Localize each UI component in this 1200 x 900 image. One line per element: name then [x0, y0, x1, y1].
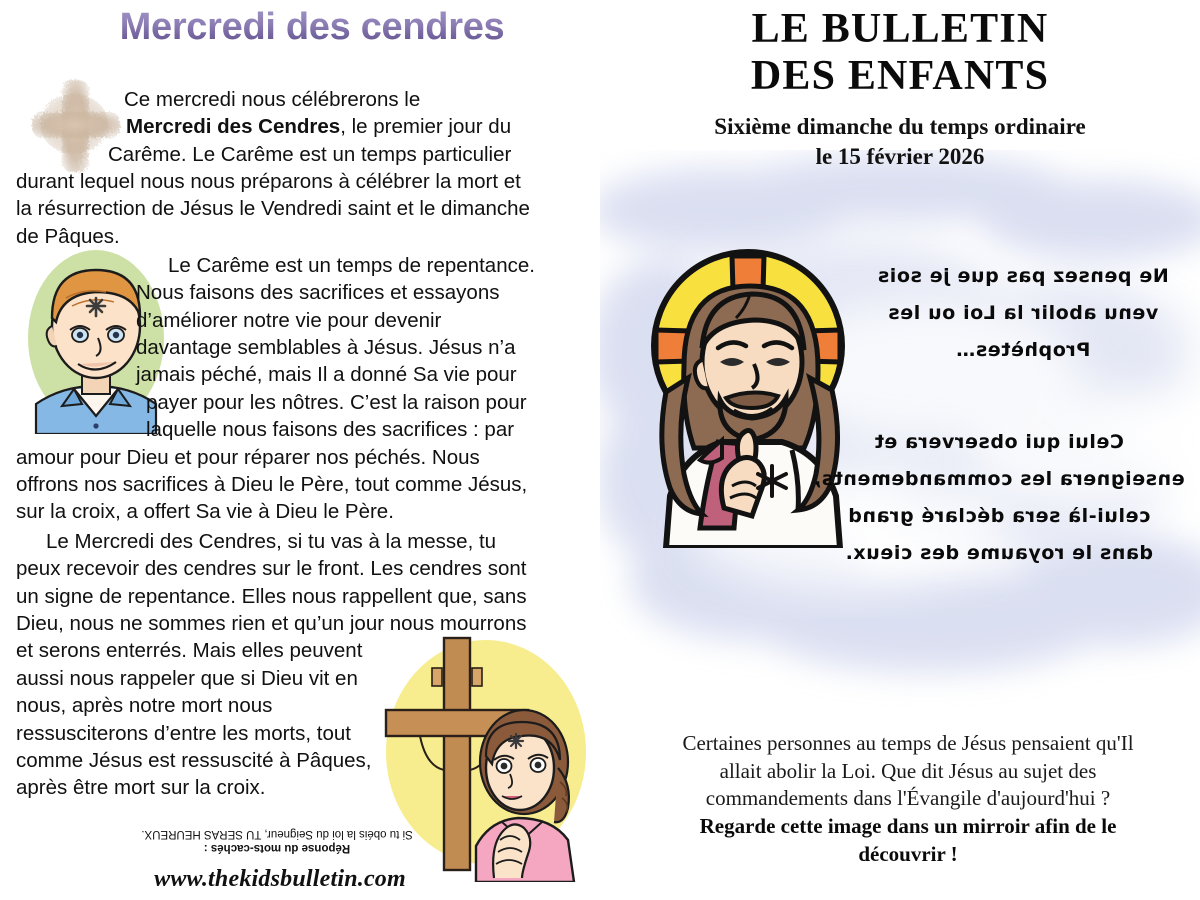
instruction-line: Regarde cette image dans un mirroir afin de le — [699, 814, 1117, 839]
answer-text: Si tu obéis la loi du Seigneur, TU SERAS HEUREUX. — [141, 827, 413, 840]
bulletin-subtitle — [630, 112, 1170, 172]
mirrored-line: dans le royaume des cieux. — [845, 542, 1154, 565]
mirrored-line: Celui qui observera et — [874, 431, 1124, 453]
paragraph-line: aussi nous rappeler que si Dieu vit en — [16, 666, 358, 690]
instruction-line: découvrir ! — [858, 841, 958, 866]
paragraph-lent-repentance — [16, 252, 586, 526]
paragraph-line: Le Carême est un temps de repentance. — [168, 254, 535, 277]
answer-label: Réponse du mots-cachés : — [203, 841, 351, 854]
paragraph-line: nous, après notre mort nous — [16, 694, 273, 718]
wordsearch-answer-block — [112, 826, 442, 855]
mirrored-line: enseignera les commandements, — [813, 468, 1185, 491]
bulletin-masthead — [630, 6, 1170, 101]
sunday-name: Sixième dimanche du temps ordinaire — [714, 114, 1086, 139]
question-line: Certaines personnes au temps de Jésus pensaient qu'Il — [682, 731, 1134, 755]
bulletin-title-line2: DES ENFANTS — [750, 53, 1050, 100]
bulletin-title-line1: LE BULLETIN — [751, 6, 1049, 52]
bulletin-date: le 15 février 2026 — [815, 143, 985, 169]
mirrored-line: venu abolir la Loi ou les — [887, 302, 1159, 325]
paragraph-line: laquelle nous faisons des sacrifices : par — [146, 418, 515, 442]
paragraph-line: Carême. Le Carême est un temps particulier — [108, 142, 512, 166]
mirrored-gospel-text-1 — [858, 258, 1188, 369]
right-column — [600, 0, 1200, 900]
bold-phrase: Mercredi des Cendres — [126, 115, 341, 139]
paragraph-line: jamais péché, mais Il a donné Sa vie pour — [136, 363, 517, 387]
paragraph-line: d’améliorer notre vie pour devenir — [136, 308, 442, 332]
paragraph-line: payer pour les nôtres. C’est la raison pour — [146, 390, 527, 414]
paragraph-line: la résurrection de Jésus le Vendredi saint et le dimanche — [16, 197, 530, 221]
paragraph-line: peux recevoir des cendres sur le front. Les cendres sont — [16, 557, 527, 581]
paragraph-line: davantage semblables à Jésus. Jésus n’a — [136, 336, 516, 360]
mirrored-line: Ne pensez pas que je sois — [877, 265, 1169, 287]
paragraph-line: Le Mercredi des Cendres, si tu vas à la messe, tu — [46, 530, 497, 553]
website-url[interactable]: www.thekidsbulletin.com — [154, 866, 406, 892]
paragraph-line: ressusciterons d’entre les morts, tout — [16, 721, 351, 745]
page-title: Mercredi des cendres — [82, 8, 542, 48]
paragraph-line: Nous faisons des sacrifices et essayons — [136, 281, 500, 305]
mirrored-line: celui-là sera déclaré grand — [847, 505, 1151, 528]
paragraph-line — [16, 113, 586, 140]
paragraph-line: comme Jésus est ressuscité à Pâques, — [16, 748, 372, 772]
paragraph-line-rest: , le premier jour du — [340, 115, 512, 139]
paragraph-line: et serons enterrés. Mais elles peuvent — [16, 639, 363, 663]
paragraph-ash-wednesday — [16, 86, 586, 250]
paragraph-line: amour pour Dieu et pour réparer nos péchés. Nous — [16, 445, 480, 469]
paragraph-line: de Pâques. — [16, 224, 120, 248]
question-line: commandements dans l'Évangile d'aujourd'hui ? — [705, 786, 1111, 811]
paragraph-line: Dieu, nous ne sommes rien et qu’un jour nous mourrons — [16, 612, 527, 636]
paragraph-line: Ce mercredi nous célébrerons le — [124, 88, 421, 111]
mirrored-line: Prophètes… — [955, 339, 1091, 362]
paragraph-line: durant lequel nous nous préparons à célébrer la mort et — [16, 170, 521, 194]
paragraph-line: offrons nos sacrifices à Dieu le Père, tout comme Jésus, — [16, 472, 528, 496]
question-line: allait abolir la Loi. Que dit Jésus au sujet des — [719, 758, 1097, 783]
mirrored-gospel-text-2 — [808, 424, 1190, 572]
paragraph-line: un signe de repentance. Elles nous rappellent que, sans — [16, 584, 527, 608]
activity-question-block — [658, 730, 1158, 869]
paragraph-line: sur la croix, a offert Sa vie à Dieu le Père. — [16, 500, 394, 524]
paragraph-line: après être mort sur la croix. — [16, 776, 266, 800]
